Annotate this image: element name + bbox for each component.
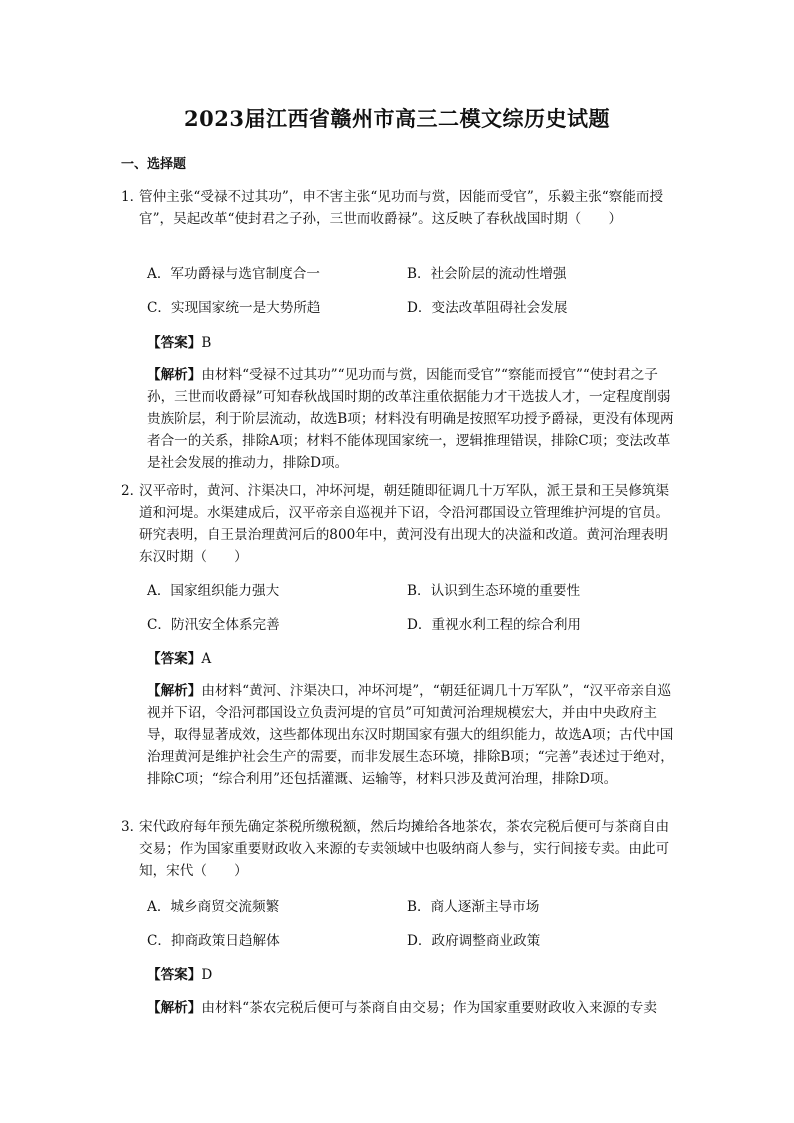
explanation-label: 【解析】	[147, 367, 202, 383]
option-b: B．商人逐渐主导市场	[407, 899, 540, 915]
question-stem: 管仲主张“受禄不过其功”，申不害主张“见功而与赏，因能而受官”，乐毅主张“察能而授官”，吴起改革“使封君之子孙，三世而收爵禄”。这反映了春秋战国时期（ ）	[139, 189, 664, 227]
answer-value: A	[201, 651, 212, 667]
explanation	[147, 997, 680, 1019]
explanation-text: 由材料“受禄不过其功”“见功而与赏，因能而受官”“察能而授官”“使封君之子孙，三世而收爵禄”可知春秋战国时期的改革注重依据能力才干选拔人才，一定程度削弱贵族阶层，利于阶层流动，故选B项；材料没有明确是按照军功授予爵禄，更没有体现两者合一的关系，排除A项；材料不能体现国家统一，逻辑推理错误，排除C项；变法改革是社会发展的推动力，排除D项。	[147, 367, 674, 471]
explanation	[147, 680, 680, 790]
option-c: C．抑商政策日趋解体	[147, 933, 280, 949]
question-number: 1．	[121, 189, 144, 205]
question-number: 2．	[121, 483, 144, 499]
question-3	[121, 816, 681, 882]
option-c: C．防汛安全体系完善	[147, 617, 280, 633]
answer-label: 【答案】	[147, 335, 202, 351]
answer	[147, 331, 211, 351]
question-stem: 汉平帝时，黄河、汴渠决口，冲坏河堤，朝廷随即征调几十万军队，派王景和王吴修筑渠道和河堤。水渠建成后，汉平帝亲自巡视并下诏，令沿河郡国设立管理维护河堤的官员。研究表明，自王景治理黄河后的800年中，黄河没有出现大的决溢和改道。黄河治理表明东汉时期（ ）	[139, 483, 670, 565]
explanation-label: 【解析】	[147, 683, 202, 699]
document-title: 2023届江西省赣州市高三二模文综历史试题	[184, 106, 610, 131]
explanation-label: 【解析】	[147, 1000, 202, 1016]
explanation-text: 由材料“黄河、汴渠决口，冲坏河堤”，“朝廷征调几十万军队”，“汉平帝亲自巡视并下诏，令沿河郡国设立负责河堤的官员”可知黄河治理规模宏大，并由中央政府主导，取得显著成效，这些都体现出东汉时期国家有强大的组织能力，故选A项；古代中国治理黄河是维护社会生产的需要，而非发展生态环境，排除B项；“完善”表述过于绝对，排除C项；“综合利用”还包括灌溉、运输等，材料只涉及黄河治理，排除D项。	[147, 683, 674, 787]
answer	[147, 963, 212, 983]
option-d: D．变法改革阻碍社会发展	[407, 300, 568, 316]
section-heading: 一、选择题	[121, 157, 187, 172]
option-d: D．重视水利工程的综合利用	[407, 617, 582, 633]
option-a: A．军功爵禄与选官制度合一	[147, 266, 320, 282]
explanation	[147, 364, 680, 474]
option-b: B．社会阶层的流动性增强	[407, 266, 567, 282]
option-d: D．政府调整商业政策	[407, 933, 541, 949]
question-2	[121, 480, 681, 568]
explanation-text: 由材料“茶农完税后便可与茶商自由交易；作为国家重要财政收入来源的专卖	[201, 1000, 657, 1016]
answer	[147, 647, 211, 667]
question-1	[121, 186, 681, 230]
option-a: A．城乡商贸交流频繁	[147, 899, 280, 915]
answer-value: B	[201, 335, 212, 351]
answer-label: 【答案】	[147, 967, 202, 983]
answer-value: D	[201, 967, 213, 983]
option-a: A．国家组织能力强大	[147, 583, 280, 599]
answer-label: 【答案】	[147, 651, 202, 667]
option-b: B．认识到生态环境的重要性	[407, 583, 581, 599]
question-number: 3．	[121, 819, 144, 835]
option-c: C．实现国家统一是大势所趋	[147, 300, 321, 316]
question-stem: 宋代政府每年预先确定茶税所缴税额，然后均摊给各地茶农，茶农完税后便可与茶商自由交易；作为国家重要财政收入来源的专卖领域中也吸纳商人参与，实行间接专卖。由此可知，宋代（ ）	[139, 819, 670, 879]
